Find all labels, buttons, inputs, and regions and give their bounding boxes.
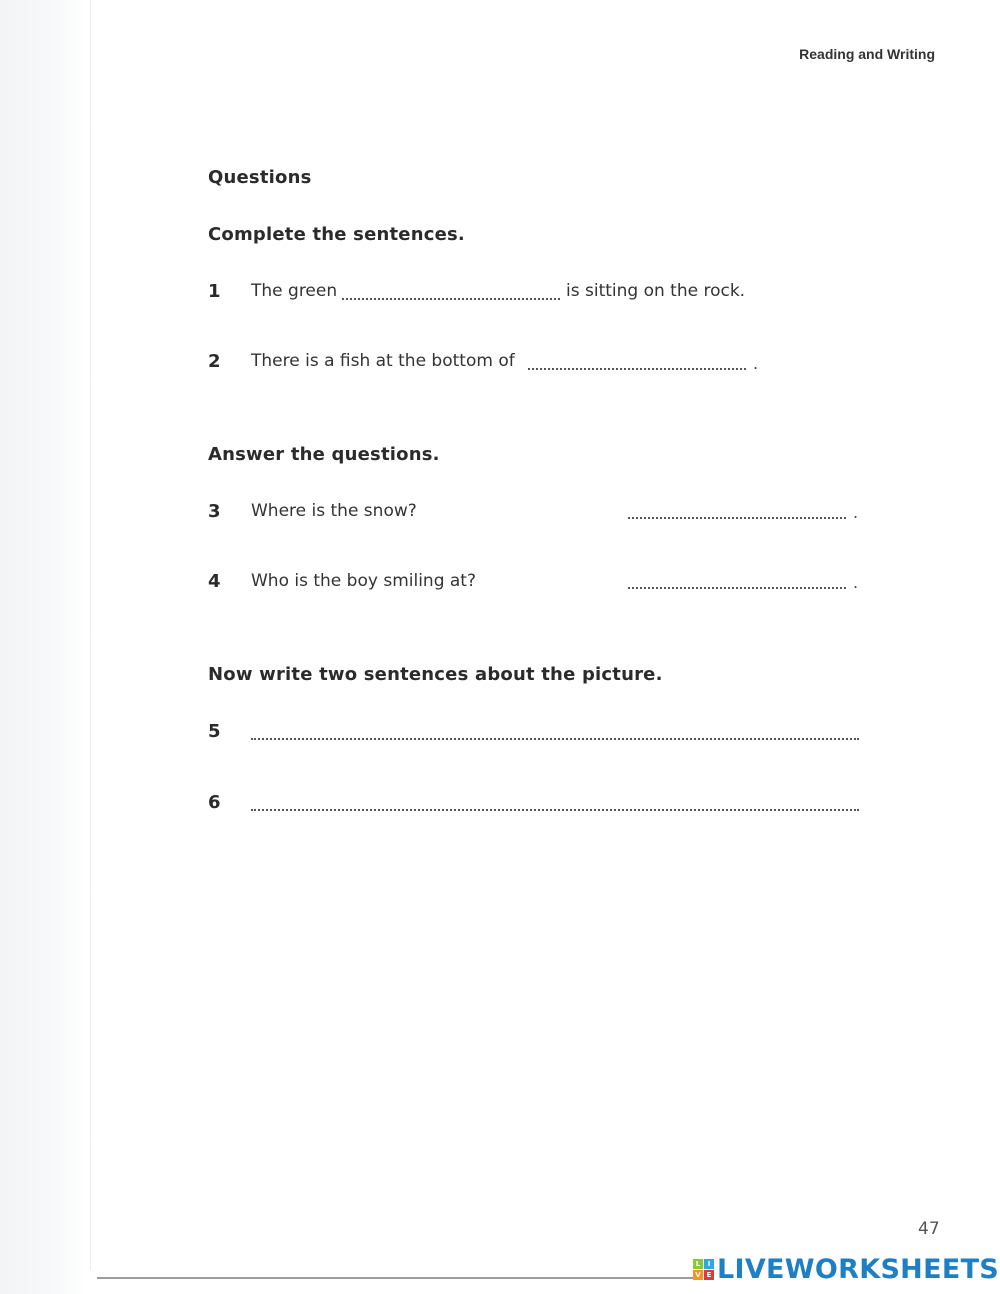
logo-grid-icon	[693, 1259, 714, 1280]
complete-instructions: Complete the sentences.	[208, 224, 465, 245]
page-edge	[90, 0, 91, 1270]
logo-grid-letter-i: I	[704, 1259, 714, 1269]
page-number: 47	[918, 1219, 940, 1239]
logo-grid-letter-e: E	[704, 1270, 714, 1280]
question-2-number: 2	[208, 351, 221, 372]
question-2-answer-blank[interactable]	[528, 358, 746, 370]
scan-shadow	[0, 0, 92, 1294]
question-3-text: Where is the snow?	[251, 501, 417, 521]
question-2-period: .	[753, 354, 759, 373]
question-4-period: .	[853, 573, 859, 592]
section-label: Reading and Writing	[799, 46, 935, 62]
question-3-answer-blank[interactable]	[628, 507, 846, 519]
question-1-text-after: is sitting on the rock.	[566, 281, 746, 301]
logo-text: LIVEWORKSHEETS	[717, 1253, 1000, 1285]
question-1-number: 1	[208, 281, 221, 302]
question-3-number: 3	[208, 501, 221, 522]
question-1-answer-blank[interactable]	[342, 288, 560, 300]
question-5-number: 5	[208, 721, 221, 742]
questions-heading: Questions	[208, 167, 312, 188]
question-4-answer-blank[interactable]	[628, 577, 846, 589]
logo-grid-letter-v: V	[693, 1270, 703, 1280]
question-4-number: 4	[208, 571, 221, 592]
question-6-number: 6	[208, 792, 221, 813]
answer-instructions: Answer the questions.	[208, 444, 440, 465]
liveworksheets-logo[interactable]	[693, 1254, 999, 1284]
bottom-rule	[97, 1277, 697, 1279]
question-6-answer-line[interactable]	[251, 799, 859, 811]
question-3-period: .	[853, 503, 859, 522]
question-1-text-before: The green	[251, 281, 338, 301]
logo-grid-letter-l: L	[693, 1259, 703, 1269]
write-instructions: Now write two sentences about the picture.	[208, 664, 663, 685]
question-4-text: Who is the boy smiling at?	[251, 571, 476, 591]
question-2-text-before: There is a fish at the bottom of	[251, 351, 515, 371]
question-5-answer-line[interactable]	[251, 728, 859, 740]
